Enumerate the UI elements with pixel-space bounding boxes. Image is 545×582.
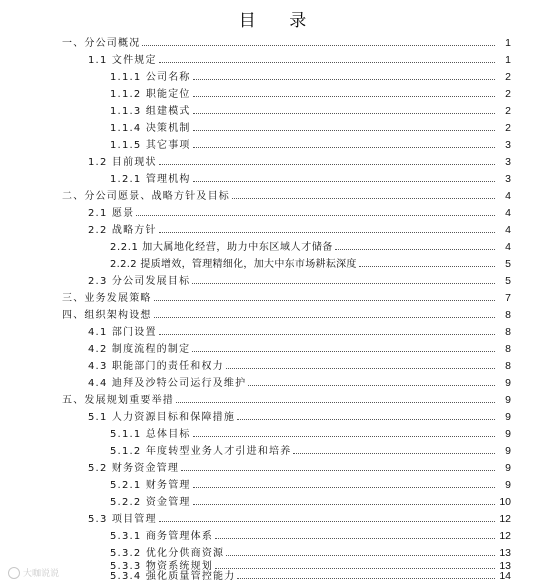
dot-leader	[335, 249, 495, 250]
toc-entry-text: 2.3 分公司发展目标	[88, 276, 191, 287]
toc-entry[interactable]	[0, 407, 545, 423]
toc-page-number: 13	[499, 547, 511, 559]
dot-leader	[359, 266, 495, 267]
toc-page-number: 9	[505, 377, 511, 389]
toc-entry[interactable]	[0, 322, 545, 338]
toc-entry-text: 4.2 制度流程的制定	[88, 344, 191, 355]
toc-page-number: 9	[505, 411, 511, 423]
toc-page-number: 12	[499, 513, 511, 525]
toc-entry[interactable]	[0, 288, 545, 304]
toc-page-number: 9	[505, 479, 511, 491]
toc-page-number: 9	[505, 445, 511, 457]
toc-entry[interactable]	[0, 101, 545, 117]
toc-entry-text: 2.2.2 提质增效，管理精细化，加大中东市场耕耘深度	[110, 259, 357, 270]
dot-leader	[237, 578, 495, 579]
toc-entry[interactable]	[0, 356, 545, 372]
toc-page-number: 9	[505, 428, 511, 440]
toc-entry[interactable]	[0, 305, 545, 321]
toc-page-number: 2	[505, 88, 511, 100]
dot-leader	[176, 402, 495, 403]
toc-entry-text: 5.2.2 资金管理	[110, 497, 191, 508]
dot-leader	[193, 79, 495, 80]
dot-leader	[192, 283, 495, 284]
toc-page-number: 2	[505, 71, 511, 83]
dot-leader	[215, 538, 495, 539]
dot-leader	[232, 198, 495, 199]
toc-entry-text: 五、发展规划重要举措	[62, 395, 174, 406]
toc-entry-text: 2.1 愿景	[88, 208, 135, 219]
toc-entry[interactable]	[0, 526, 545, 542]
dot-leader	[193, 504, 495, 505]
toc-page-number: 4	[505, 224, 511, 236]
toc-entry-text: 5.1.2 年度转型业务人才引进和培养	[110, 446, 292, 457]
dot-leader	[193, 147, 495, 148]
toc-entry[interactable]	[0, 220, 545, 236]
dot-leader	[237, 419, 495, 420]
toc-page-number: 7	[505, 292, 511, 304]
toc-entry[interactable]	[0, 424, 545, 440]
toc-entry-text: 5.1.1 总体目标	[110, 429, 191, 440]
page-title: 目 录	[238, 11, 321, 31]
toc-entry-text: 2.2 战略方针	[88, 225, 157, 236]
toc-entry-text: 2.2.1 加大属地化经营，助力中东区域人才储备	[110, 242, 334, 253]
toc-entry[interactable]	[0, 492, 545, 508]
toc-entry[interactable]	[0, 458, 545, 474]
toc-entry[interactable]	[0, 118, 545, 134]
toc-page-number: 8	[505, 360, 511, 372]
toc-entry-text: 1.1.2 职能定位	[110, 89, 191, 100]
toc-entry[interactable]	[0, 509, 545, 525]
dot-leader	[193, 96, 495, 97]
toc-entry[interactable]	[0, 237, 545, 253]
watermark-text: 大咖说说	[23, 569, 60, 579]
toc-entry[interactable]	[0, 475, 545, 491]
toc-entry-text: 5.1 人力资源目标和保障措施	[88, 412, 236, 423]
toc-entry-text: 1.1.5 其它事项	[110, 140, 191, 151]
toc-page-number: 2	[505, 105, 511, 117]
toc-entry[interactable]	[0, 135, 545, 151]
toc-entry-text: 一、分公司概况	[62, 38, 141, 49]
toc-page-number: 5	[505, 258, 511, 270]
dot-leader	[159, 232, 495, 233]
dot-leader	[142, 45, 495, 46]
dot-leader	[248, 385, 495, 386]
dot-leader	[293, 453, 495, 454]
toc-page-number: 5	[505, 275, 511, 287]
toc-entry[interactable]	[0, 271, 545, 287]
toc-entry[interactable]	[0, 203, 545, 219]
toc-entry-text: 1.2.1 管理机构	[110, 174, 191, 185]
toc-page-number: 3	[505, 173, 511, 185]
dot-leader	[136, 215, 495, 216]
toc-entry-text: 三、业务发展策略	[62, 293, 152, 304]
toc-entry-text: 1.1 文件规定	[88, 55, 157, 66]
toc-entry[interactable]	[0, 186, 545, 202]
toc-entry-text: 5.2 财务资金管理	[88, 463, 180, 474]
dot-leader	[193, 113, 495, 114]
toc-entry[interactable]	[0, 373, 545, 389]
dot-leader	[226, 368, 495, 369]
toc-page-number: 3	[505, 156, 511, 168]
toc-page-number: 12	[499, 530, 511, 542]
toc-entry-text: 4.1 部门设置	[88, 327, 157, 338]
toc-page-number: 4	[505, 190, 511, 202]
toc-entry-text: 5.3.2 优化分供商资源	[110, 548, 225, 559]
toc-entry-text: 4.4 迪拜及沙特公司运行及维护	[88, 378, 247, 389]
toc-entry-text: 1.2 目前现状	[88, 157, 157, 168]
toc-page-number: 4	[505, 241, 511, 253]
toc-page-number: 10	[499, 496, 511, 508]
toc-entry-text: 1.1.3 组建模式	[110, 106, 191, 117]
dot-leader	[193, 436, 495, 437]
watermark-logo-icon	[8, 567, 20, 579]
toc-page-number: 9	[505, 462, 511, 474]
toc-page-number: 2	[505, 122, 511, 134]
toc-entry-text: 4.3 职能部门的责任和权力	[88, 361, 224, 372]
toc-page-number: 1	[505, 54, 511, 66]
toc-entry-text: 二、分公司愿景、战略方针及目标	[62, 191, 230, 202]
toc-page-number: 3	[505, 139, 511, 151]
toc-page-number: 14	[499, 570, 511, 582]
dot-leader	[154, 317, 495, 318]
toc-entry-text: 5.3.3 物资系统规划	[110, 561, 214, 572]
watermark	[8, 566, 59, 579]
dot-leader	[193, 487, 495, 488]
dot-leader	[159, 521, 495, 522]
dot-leader	[159, 62, 495, 63]
toc-page-number: 13	[499, 560, 511, 572]
toc-entry[interactable]	[0, 169, 545, 185]
dot-leader	[154, 300, 495, 301]
toc-entry[interactable]	[0, 254, 545, 270]
toc-entry[interactable]	[0, 67, 545, 83]
dot-leader	[159, 164, 495, 165]
toc-entry[interactable]	[0, 339, 545, 355]
toc-entry-text: 5.2.1 财务管理	[110, 480, 191, 491]
toc-page-number: 8	[505, 309, 511, 321]
toc-entry[interactable]	[0, 33, 545, 49]
dot-leader	[159, 334, 495, 335]
toc-entry-text: 1.1.1 公司名称	[110, 72, 191, 83]
toc-page-number: 8	[505, 343, 511, 355]
toc-entry[interactable]	[0, 50, 545, 66]
toc-entry-text: 5.3.4 强化质量管控能力	[110, 571, 236, 582]
dot-leader	[192, 351, 495, 352]
toc-entry[interactable]	[0, 566, 545, 582]
toc-page-number: 9	[505, 394, 511, 406]
dot-leader	[193, 130, 495, 131]
toc-entry-text: 1.1.4 决策机制	[110, 123, 191, 134]
toc-entry[interactable]	[0, 390, 545, 406]
dot-leader	[193, 181, 495, 182]
toc-entry[interactable]	[0, 84, 545, 100]
toc-entry-text: 四、组织架构设想	[62, 310, 152, 321]
toc-page-number: 4	[505, 207, 511, 219]
toc-entry[interactable]	[0, 441, 545, 457]
toc-entry-text: 5.3 项目管理	[88, 514, 157, 525]
dot-leader	[181, 470, 495, 471]
toc-page-number: 1	[505, 37, 511, 49]
toc-entry-text: 5.3.1 商务管理体系	[110, 531, 214, 542]
toc-page-number: 8	[505, 326, 511, 338]
toc-entry[interactable]	[0, 152, 545, 168]
